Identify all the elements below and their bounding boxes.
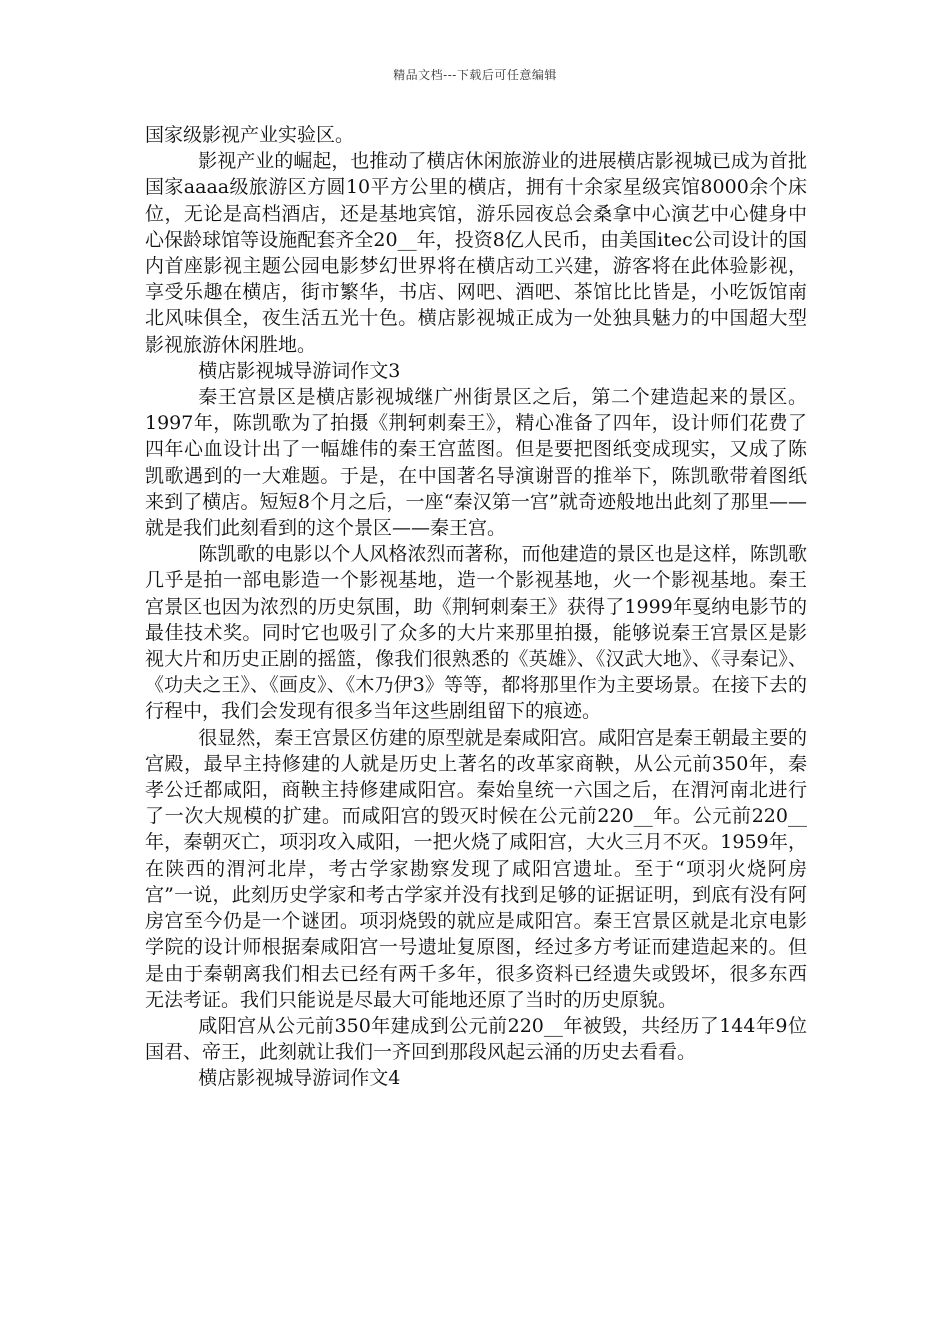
paragraph: 咸阳宫从公元前350年建成到公元前220__年被毁，共经历了144年9位国君、帝王，此刻就让我们一齐回到那段风起云涌的历史去看看。 — [145, 1014, 807, 1064]
paragraph: 很显然，秦王宫景区仿建的原型就是秦咸阳宫。咸阳宫是秦王朝最主要的宫殿，最早主持修建的人就是历史上著名的改革家商鞅，从公元前350年，秦孝公迁都咸阳，商鞅主持修建咸阳宫。秦始皇统一六国之后，在渭河南北进行了一次大规模的扩建。而咸阳宫的毁灭时候在公元前220__年。公元前220__年，秦朝灭亡，项羽攻入咸阳，一把火烧了咸阳宫，大火三月不灭。1959年，在陕西的渭河北岸，考古学家勘察发现了咸阳宫遗址。至于“项羽火烧阿房宫”一说，此刻历史学家和考古学家并没有找到足够的证据证明，到底有没有阿房宫至今仍是一个谜团。项羽烧毁的就应是咸阳宫。秦王宫景区就是北京电影学院的设计师根据秦咸阳宫一号遗址复原图，经过多方考证而建造起来的。但是由于秦朝离我们相去已经有两千多年，很多资料已经遗失或毁坏，很多东西无法考证。我们只能说是尽最大可能地还原了当时的历史原貌。 — [145, 726, 807, 1011]
paragraph: 秦王宫景区是横店影视城继广州街景区之后，第二个建造起来的景区。1997年，陈凯歌为了拍摄《荆轲刺秦王》，精心准备了四年，设计师们花费了四年心血设计出了一幅雄伟的秦王宫蓝图。但是要把图纸变成现实，又成了陈凯歌遇到的一大难题。于是，在中国著名导演谢晋的推举下，陈凯歌带着图纸来到了横店。短短8个月之后，一座“秦汉第一宫”就奇迹般地出此刻了那里——就是我们此刻看到的这个景区——秦王宫。 — [145, 386, 807, 540]
section-heading: 横店影视城导游词作文4 — [198, 1067, 401, 1090]
page-header: 精品文档---下载后可任意编辑 — [393, 68, 557, 82]
section-heading: 横店影视城导游词作文3 — [198, 359, 401, 382]
document-body — [145, 122, 807, 1092]
paragraph: 陈凯歌的电影以个人风格浓烈而著称，而他建造的景区也是这样，陈凯歌几乎是拍一部电影造一个影视基地，造一个影视基地，火一个影视基地。秦王宫景区也因为浓烈的历史氛围，助《荆轲刺秦王》获得了1999年戛纳电影节的最佳技术奖。同时它也吸引了众多的大片来那里拍摄，能够说秦王宫景区是影视大片和历史正剧的摇篮，像我们很熟悉的《英雄》、《汉武大地》、《寻秦记》、《功夫之王》、《画皮》、《木乃伊3》等等，都将那里作为主要场景。在接下去的行程中，我们会发现有很多当年这些剧组留下的痕迹。 — [145, 543, 807, 723]
paragraph: 影视产业的崛起，也推动了横店休闲旅游业的进展横店影视城已成为首批国家aaaa级旅游区方圆10平方公里的横店，拥有十余家星级宾馆8000余个床位，无论是高档酒店，还是基地宾馆，游乐园夜总会桑拿中心演艺中心健身中心保龄球馆等设施配套齐全20__年，投资8亿人民币，由美国itec公司设计的国内首座影视主题公园电影梦幻世界将在横店动工兴建，游客将在此体验影视，享受乐趣在横店，街市繁华，书店、网吧、酒吧、茶馆比比皆是，小吃饭馆南北风味俱全，夜生活五光十色。横店影视城正成为一处独具魅力的中国超大型影视旅游休闲胜地。 — [145, 150, 807, 356]
paragraph-continuation: 国家级影视产业实验区。 — [145, 124, 355, 146]
